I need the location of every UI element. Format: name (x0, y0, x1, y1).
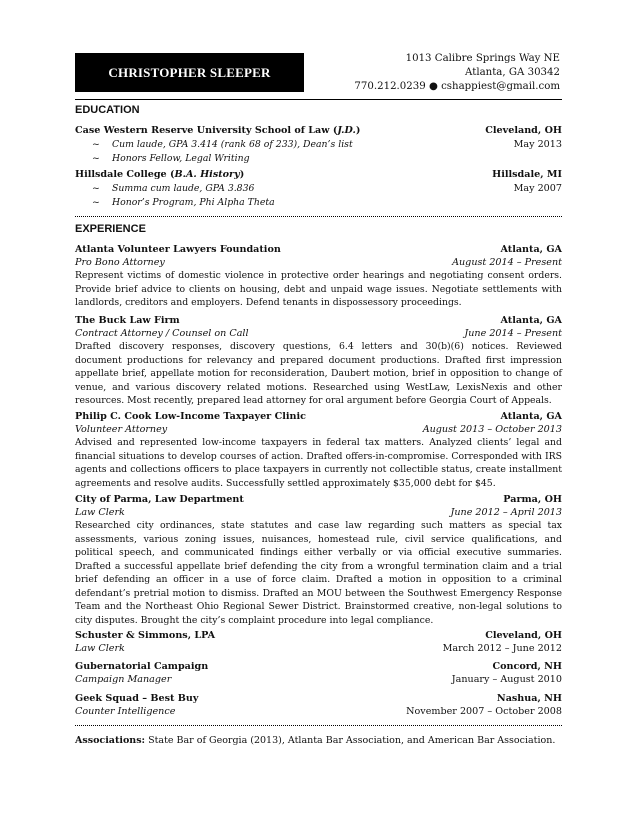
school-location: Hillsdale, MI (492, 169, 562, 180)
section-divider (75, 216, 562, 217)
school-date: May 2013 (513, 139, 562, 150)
job-title: Pro Bono Attorney (75, 257, 165, 268)
job-description: Represent victims of domestic violence in protective order hearings and negotiating consent orders. Provide brief advice to clients on housing, debt and unpaid wage issues. Negotiate settlements with landlords, creditors and employers. Defend tenants in dispossessory proceedings. (75, 270, 562, 308)
job-title: Campaign Manager (75, 674, 172, 685)
job-org: The Buck Law Firm (75, 315, 180, 326)
contact-block (354, 52, 560, 94)
associations-text: State Bar of Georgia (2013), Atlanta Bar Association, and American Bar Association. (145, 735, 556, 746)
job-header (75, 493, 562, 506)
job-title: Contract Attorney / Counsel on Call (75, 328, 249, 339)
job-dates: August 2013 – October 2013 (422, 424, 562, 435)
job-description: Advised and represented low-income taxpayers in federal tax matters. Analyzed clients’ legal and financial situations to develop courses of action. Drafted offers-in-compromise. Corresponded with IRS agents and collections officers to place taxpayers in currently not collectible status, create installment agreements and resolve audits. Successfully settled approximately $35,000 debt for $45. (75, 437, 562, 489)
job-header (75, 314, 562, 327)
job-header (75, 243, 562, 256)
school-location: Cleveland, OH (485, 125, 562, 136)
job-header (75, 692, 562, 705)
name-banner (75, 53, 304, 92)
job-dates: November 2007 – October 2008 (406, 706, 562, 717)
school-row (75, 168, 562, 181)
job-location: Nashua, NH (496, 693, 562, 704)
school-name: Hillsdale College (B.A. History) (75, 169, 245, 180)
job-dates: August 2014 – Present (452, 257, 562, 268)
job-location: Atlanta, GA (500, 244, 562, 255)
job-org: City of Parma, Law Department (75, 494, 244, 505)
job-subheader (75, 423, 562, 436)
job-location: Atlanta, GA (500, 411, 562, 422)
job-org: Schuster & Simmons, LPA (75, 630, 216, 641)
job-subheader (75, 327, 562, 340)
job-location: Atlanta, GA (500, 315, 562, 326)
job-subheader (75, 642, 562, 655)
job-title: Counter Intelligence (75, 706, 176, 717)
associations-line (75, 734, 562, 747)
job-dates: June 2014 – Present (464, 328, 562, 339)
address-line-2: Atlanta, GA 30342 (465, 67, 560, 78)
header-divider (75, 99, 562, 100)
resume-page: CHRISTOPHER SLEEPER 1013 Calibre Springs Way NE Atlanta, GA 30342 770.212.0239 ● cshappiest@gmail.com EDUCATION Case Western Reserve University School of Law (J.D.) Cleveland, OH May 2013 ~ Cum laude, GPA 3.414 (rank 68 of 233), Dean’s list ~ Honors Fellow, Legal Writing Hillsdale College (B.A. History) Hillsdale, MI May 2007 ~ Summa cum laude, GPA 3.836 ~ Honor’s Program, Phi Alpha Theta EXPERIENCE Atlanta Volunteer Lawyers Foundation Atlanta, GA Pro Bono Attorney August 2014 – Present Represent victims of domestic violence in protective order hearings and negotiating consent orders. Provide brief advice to clients on housing, debt and unpaid wage issues. Negotiate settlements with landlords, creditors and employers. Defend tenants in dispossessory proceedings. The Buck Law Firm Atlanta, GA Contract Attorney / Counsel on Call June 2014 – Present Drafted discovery responses, discovery questions, 6.4 letters and 30(b)(6) notices. Reviewed document productions for relevancy and prepared document productions. Drafted first impression appellate brief, appellate motion for reconsideration, Daubert motion, brief in opposition to change of venue, and various discovery related motions. Researched using WestLaw, LexisNexis and other resources. Most recently, prepared lead attorney for oral argument before Georgia Court of Appeals. Philip C. Cook Low-Income Taxpayer Clinic Atlanta, GA Volunteer Attorney August 2013 – October 2013 Advised and represented low-income taxpayers in federal tax matters. Analyzed clients’ legal and financial situations to develop courses of action. Drafted offers-in-compromise. Corresponded with IRS agents and collections officers to place taxpayers in currently not collectible status, create installment agreements and resolve audits. Successfully settled approximately $35,000 debt for $45. City of Parma, Law Department Parma, OH Law Clerk June 2012 – April 2013 Researched city ordinances, state statutes and case law regarding such matters as special tax assessments, various zoning issues, nuisances, homestead rule, civil service qualifications, and political speech, and communicated findings either verbally or via official executive summaries. Drafted a successful appellate brief defending the city from a wrongful termination claim and a trial brief defending an officer in a use of force claim. Drafted a motion in opposition to a criminal defendant’s pretrial motion to dismiss. Drafted an MOU between the Southwest Emergency Response Team and the Northeast Ohio Regional Sewer District. Brainstormed creative, non-legal solutions to city disputes. Brought the city’s complaint procedure into legal compliance. Schuster & Simmons, LPA Cleveland, OH Law Clerk March 2012 – June 2012 Gubernatorial Campaign Concord, NH Campaign Manager January – August 2010 Geek Squad – Best Buy Nashua, NH Counter Intelligence November 2007 – October 2008 Associations: State Bar of Georgia (2013), Atlanta Bar Association, and American Bar Association. (75, 53, 562, 746)
school-name: Case Western Reserve University School of Law (J.D.) (75, 125, 361, 136)
associations-label: Associations: (75, 735, 146, 746)
job-title: Law Clerk (75, 507, 125, 518)
job-description: Drafted discovery responses, discovery questions, 6.4 letters and 30(b)(6) notices. Reviewed document productions for relevancy and prepared document productions. Drafted first impression appellate brief, appellate motion for reconsideration, Daubert motion, brief in opposition to change of venue, and various discovery related motions. Researched using WestLaw, LexisNexis and other resources. Most recently, prepared lead attorney for oral argument before Georgia Court of Appeals. (75, 341, 562, 406)
job-dates: June 2012 – April 2013 (450, 507, 562, 518)
job-dates: March 2012 – June 2012 (442, 643, 562, 654)
job-title: Volunteer Attorney (75, 424, 168, 435)
candidate-name: CHRISTOPHER SLEEPER (108, 64, 271, 80)
school-date: May 2007 (513, 183, 562, 194)
job-subheader (75, 256, 562, 269)
job-location: Concord, NH (492, 661, 562, 672)
phone-email: 770.212.0239 ● cshappiest@gmail.com (354, 81, 560, 92)
job-subheader (75, 673, 562, 686)
job-description: Researched city ordinances, state statutes and case law regarding such matters as special tax assessments, various zoning issues, nuisances, homestead rule, civil service qualifications, and political speech, and communicated findings either verbally or via official executive summaries. Drafted a successful appellate brief defending the city from a wrongful termination claim and a trial brief defending an officer in a use of force claim. Drafted a motion in opposition to a criminal defendant’s pretrial motion to dismiss. Drafted an MOU between the Southwest Emergency Response Team and the Northeast Ohio Regional Sewer District. Brainstormed creative, non-legal solutions to city disputes. Brought the city’s complaint procedure into legal compliance. (75, 520, 562, 626)
job-org: Philip C. Cook Low-Income Taxpayer Clinic (75, 411, 306, 422)
job-header (75, 660, 562, 673)
section-heading-experience: EXPERIENCE (75, 223, 146, 235)
job-org: Atlanta Volunteer Lawyers Foundation (75, 244, 281, 255)
job-location: Parma, OH (503, 494, 562, 505)
job-dates: January – August 2010 (451, 674, 562, 685)
job-title: Law Clerk (75, 643, 125, 654)
job-location: Cleveland, OH (485, 630, 562, 641)
job-subheader (75, 506, 562, 519)
job-org: Geek Squad – Best Buy (75, 693, 199, 704)
job-org: Gubernatorial Campaign (75, 661, 209, 672)
school-row (75, 124, 562, 137)
job-subheader (75, 705, 562, 718)
section-divider (75, 725, 562, 726)
section-heading-education: EDUCATION (75, 104, 140, 116)
job-header (75, 629, 562, 642)
job-header (75, 410, 562, 423)
address-line-1: 1013 Calibre Springs Way NE (405, 53, 560, 64)
